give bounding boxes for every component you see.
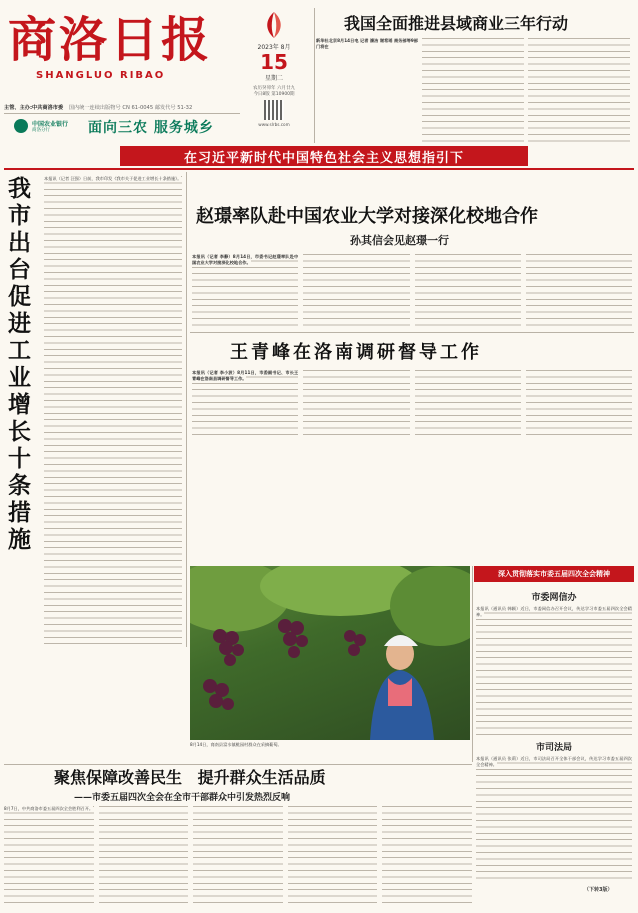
grape-photo-illustration (190, 566, 470, 740)
bank-branch: 商洛分行 (32, 128, 50, 133)
sponsor-line (4, 104, 240, 111)
bottom-article-col-3 (193, 806, 283, 906)
theme-banner-text: 在习近平新时代中国特色社会主义思想指引下 (183, 150, 464, 166)
main-article-col-1 (192, 254, 298, 328)
bottom-article-headline: 聚焦保障改善民生 提升群众生活品质 (54, 768, 326, 787)
left-article-right-rule (186, 172, 187, 647)
continue-note: （下转3版） (584, 887, 613, 893)
date-day: 15 (260, 50, 288, 74)
right-section (474, 566, 634, 896)
grape-harvest-photo (190, 566, 470, 740)
bottom-article-subhead: ——市委五届四次全会在全市干部群众中引发热烈反响 (74, 793, 291, 803)
right-article-2-body (476, 756, 632, 884)
theme-banner (120, 146, 528, 166)
wang-article-col-2 (303, 370, 409, 436)
bottom-article-col-5 (382, 806, 472, 906)
top-article-col-1 (316, 38, 418, 142)
grape-photo-caption (190, 742, 470, 762)
bottom-article-lead: 8月7日，中共商洛市委五届四次全会胜利召开。 (4, 806, 94, 811)
cn-line: 国内统一连续出版物号 CN 61-0045 邮发代号 51-32 (68, 105, 193, 111)
bottom-article (4, 766, 472, 908)
wang-article-col-4 (526, 370, 632, 436)
left-article-body (44, 176, 182, 646)
main-article-lead: 本报讯（记者 李静）8月14日，市委书记赵璟率队赴中国农业大学对接深化校地合作。 (192, 254, 299, 266)
right-article-2-title: 市司法局 (535, 743, 572, 753)
wang-article-headline: 王青峰在洛南调研督导工作 (230, 342, 482, 363)
bank-name: 中国农业银行 (32, 121, 69, 128)
right-section-banner-text: 深入贯彻落实市委五届四次全会精神 (498, 570, 610, 578)
left-article (4, 172, 184, 647)
right-article-2-lead: 本报讯（通讯员 张莉）近日，市司法局召开全体干部会议，传达学习市委五届四次全会精神。 (476, 756, 632, 768)
masthead-title: 商洛日报 (8, 12, 213, 68)
bottom-article-col-2 (99, 806, 189, 906)
bank-ad (14, 117, 234, 143)
bottom-article-body (4, 806, 472, 906)
right-article-1-title: 市委网信办 (531, 593, 577, 603)
top-article-col-3 (528, 38, 630, 142)
wang-article (190, 334, 634, 566)
main-article-col-4 (526, 254, 632, 328)
bottom-article-col-4 (288, 806, 378, 906)
qr-code-icon (264, 100, 284, 120)
banner-rule (4, 168, 634, 170)
left-article-headline: 我市出台促进工业增长十条措施 (8, 176, 31, 553)
wang-article-body (192, 370, 632, 436)
main-article (190, 172, 634, 330)
grape-photo-caption-text: 8月14日，商南县富水镇桃园村群众在采摘葡萄。 (190, 742, 282, 747)
logo-icon (261, 10, 287, 40)
top-article (314, 8, 632, 143)
issue-info: 今日8版 第10900期 (253, 92, 295, 97)
top-article-lead: 新华社北京8月14日电 记者 潘洁 谢希瑶 商务部等9部门将在 (316, 38, 418, 50)
top-article-col-2 (422, 38, 524, 142)
top-article-headline: 我国全面推进县域商业三年行动 (344, 14, 569, 33)
right-article-1-lead: 本报讯（通讯员 韩颖）近日，市委网信办召开会议，传达学习市委五届四次全会精神。 (476, 606, 632, 618)
date-weekday: 星期二 (264, 75, 283, 82)
masthead-divider (4, 113, 240, 114)
date-lunar: 农历癸卯年 六月廿九 (253, 86, 295, 91)
main-article-col-3 (415, 254, 521, 328)
main-article-subhead: 孙其信会见赵璟一行 (350, 234, 449, 247)
wang-article-lead: 本报讯（记者 李小波）8月11日，市委副书记、市长王青峰在洛南县调研督导工作。 (192, 370, 299, 382)
wang-article-col-1 (192, 370, 298, 436)
masthead (0, 0, 312, 145)
main-article-bottom-rule (190, 332, 634, 333)
top-article-left-rule (314, 8, 315, 143)
right-section-banner (474, 566, 634, 582)
right-section-left-rule (472, 566, 473, 762)
date-block (238, 10, 310, 127)
masthead-pinyin: SHANGLUO RIBAO (36, 70, 166, 81)
sponsor-text: 主管、主办:中共商洛市委 (4, 105, 64, 111)
main-article-headline: 赵璟率队赴中国农业大学对接深化校地合作 (196, 206, 538, 227)
main-article-body (192, 254, 632, 328)
date-year-month: 2023年 8月 (257, 44, 291, 51)
bank-slogan: 面向三农 服务城乡 (88, 120, 214, 136)
wang-article-col-3 (415, 370, 521, 436)
bank-logo-icon (14, 119, 28, 133)
top-article-body (316, 38, 630, 142)
bottom-article-col-1 (4, 806, 94, 906)
website: www.slrbs.com (258, 122, 290, 127)
main-article-col-2 (303, 254, 409, 328)
bottom-article-top-rule (4, 764, 472, 765)
left-article-lead: 本报讯（记者 汪强）日前，我市印发《我市关于促进工业增长十条措施》。 (44, 176, 182, 181)
right-article-1-body (476, 606, 632, 736)
